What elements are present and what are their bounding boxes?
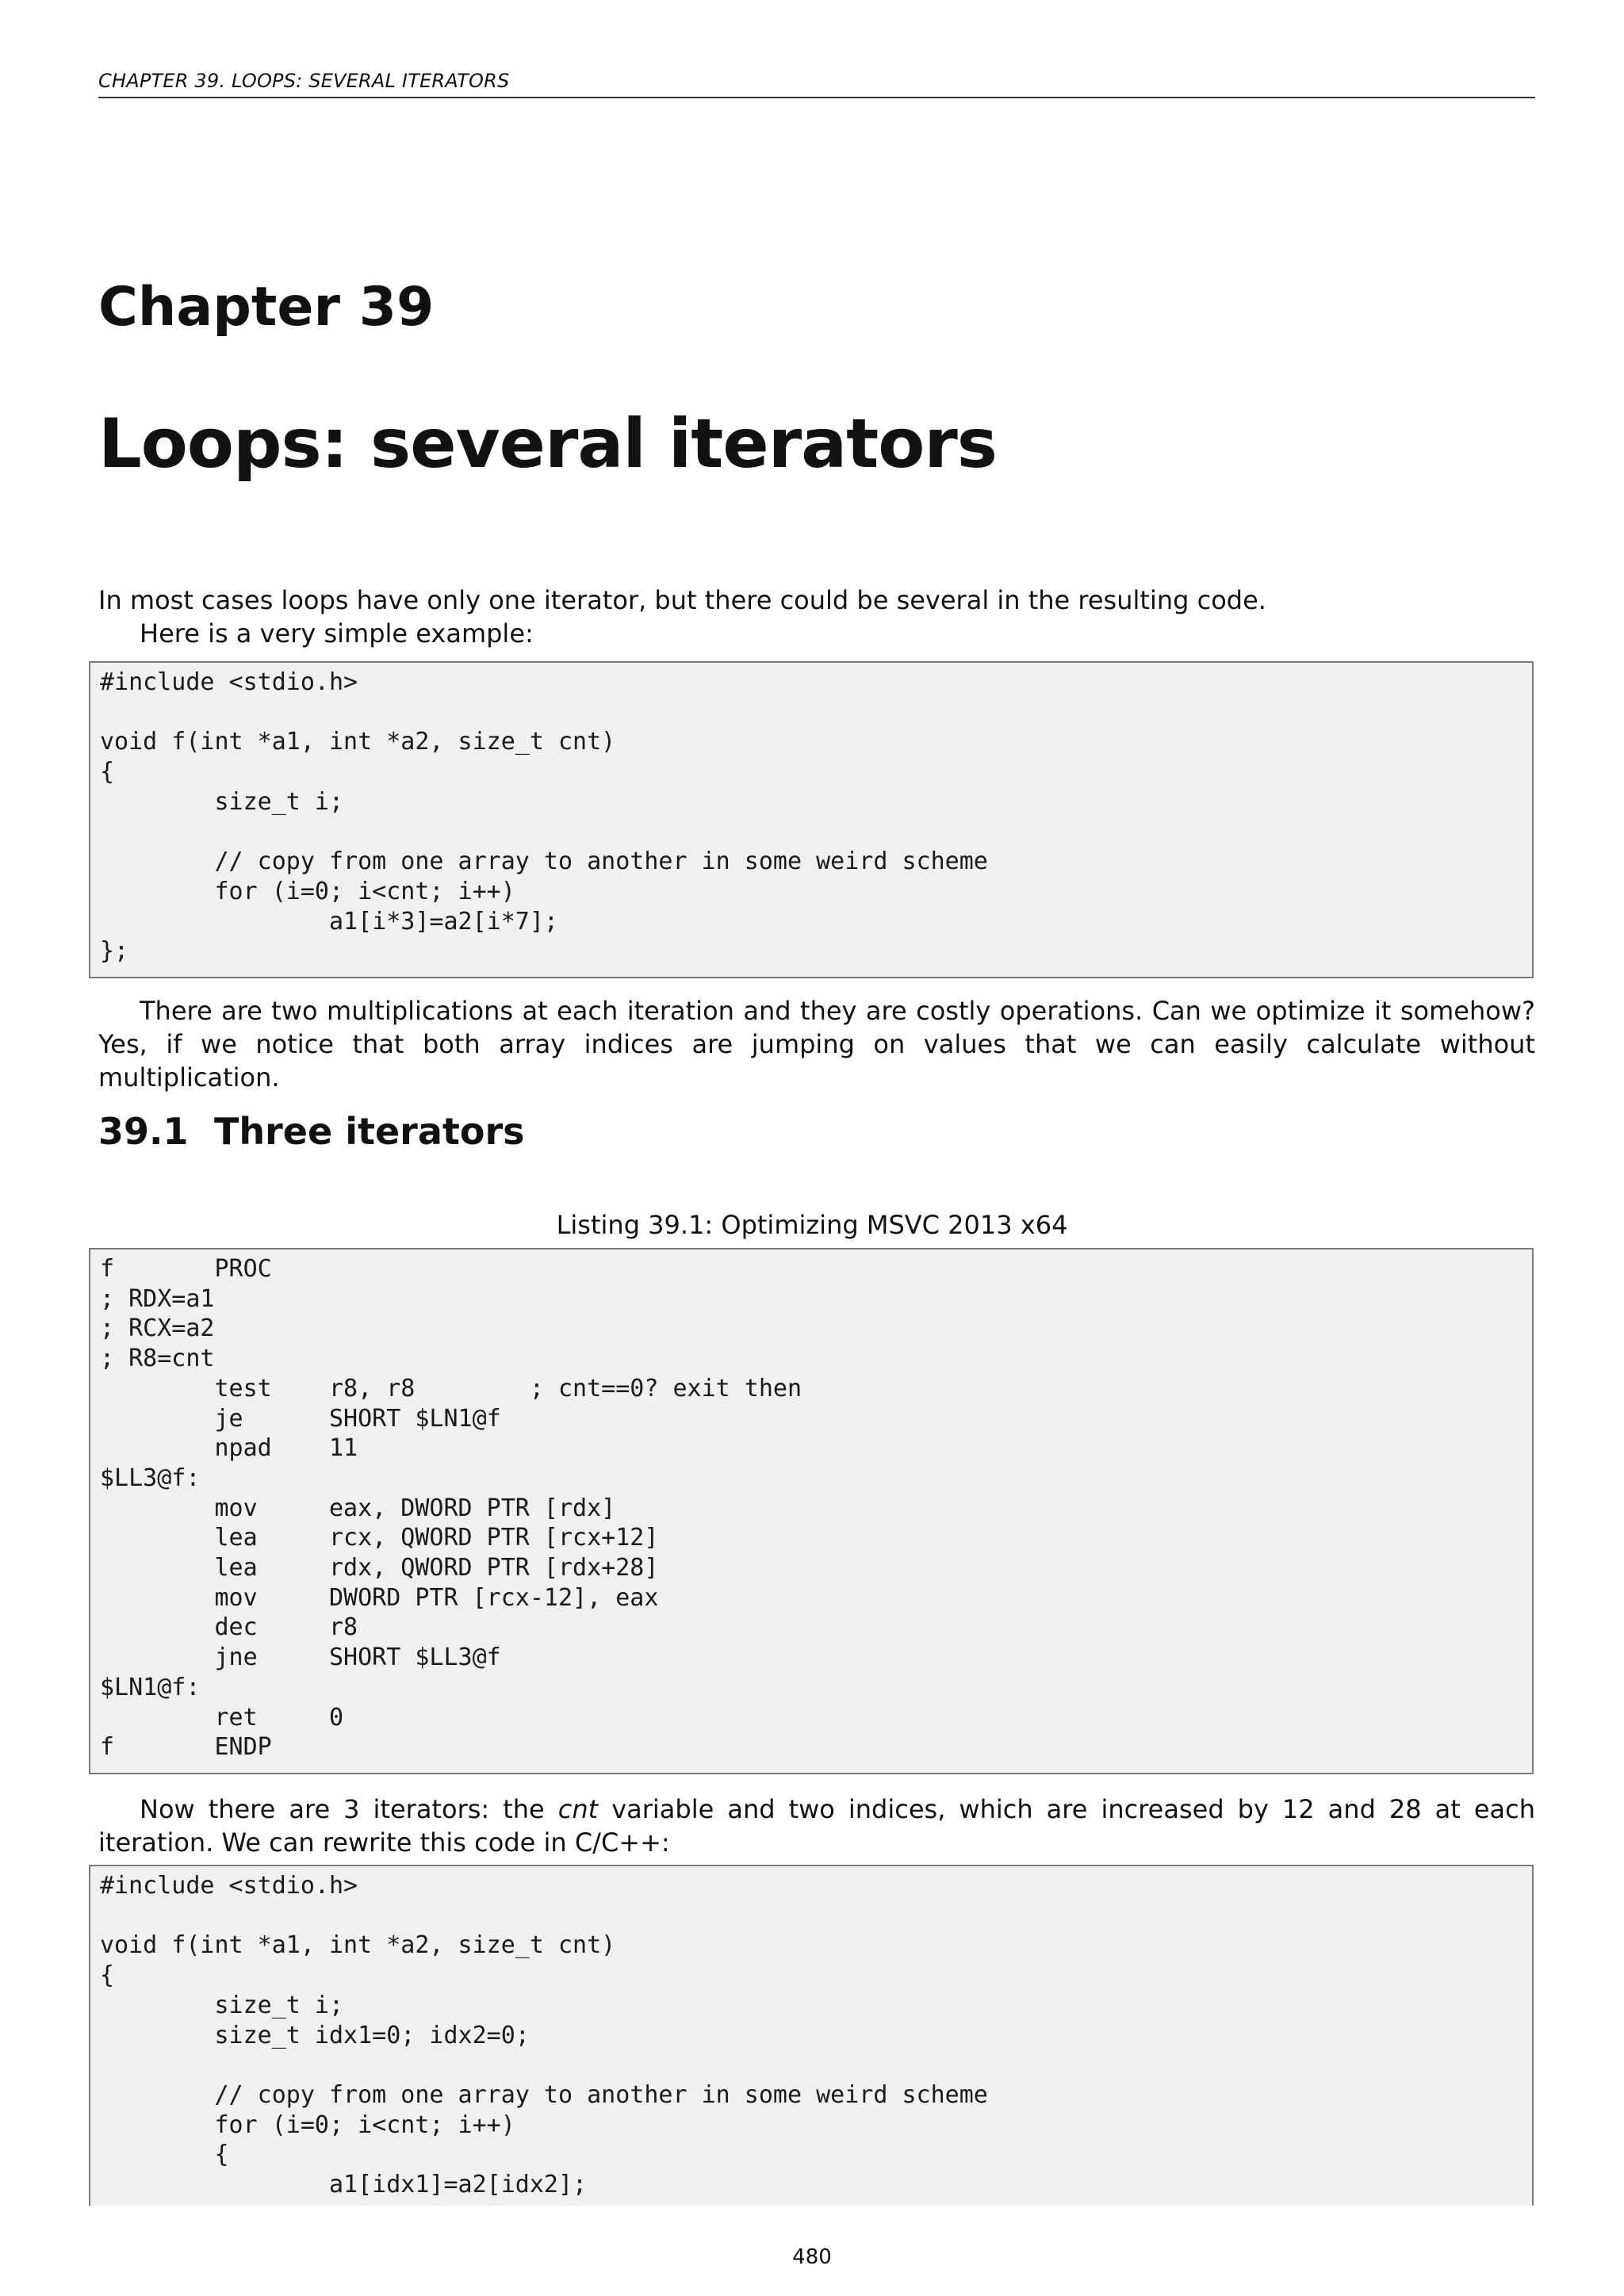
iterators-paragraph	[98, 1793, 1535, 1859]
chapter-title: Loops: several iterators	[98, 404, 997, 484]
code-text: #include <stdio.h> void f(int *a1, int *a2, size_t cnt) { size_t i; size_t idx1=0; idx2=0; // copy from one array to another in some weird scheme for (i=0; i<cnt; i++) { a1[idx1]=a2[idx2];	[100, 1872, 988, 2199]
section-number: 39.1	[98, 1110, 189, 1153]
text-run: Now there are 3 iterators: the	[140, 1794, 558, 1824]
chapter-label: Chapter 39	[98, 276, 435, 339]
code-text: f PROC ; RDX=a1 ; RCX=a2 ; R8=cnt test r8, r8 ; cnt==0? exit then je SHORT $LN1@f npad 11 $LL3@f: mov eax, DWORD PTR [rdx] lea rcx, QWORD PTR [rcx+12] lea rdx, QWORD PTR [rdx+28] mov DWORD PTR [rcx-12], eax dec r8 jne SHORT $LL3@f $LN1@f: ret 0 f ENDP	[100, 1255, 802, 1762]
text-run: variable and two indices, which are increased by 12 and 28 at each iteration. We can rewrite this code in C/C++:	[98, 1794, 1536, 1858]
optimization-paragraph: There are two multiplications at each iteration and they are costly operations. Can we optimize it somehow? Yes, if we notice that both array indices are jumping on values that we can easily calculate without multiplication.	[98, 996, 1535, 1093]
code-listing-c-rewritten	[89, 1865, 1534, 2206]
page-number: 480	[792, 2245, 832, 2269]
running-header: CHAPTER 39. LOOPS: SEVERAL ITERATORS	[98, 70, 1535, 98]
section-title: Three iterators	[214, 1110, 525, 1153]
intro-paragraph: In most cases loops have only one iterator, but there could be several in the resulting code.	[98, 585, 1266, 615]
code-text: #include <stdio.h> void f(int *a1, int *a2, size_t cnt) { size_t i; // copy from one array to another in some weird scheme for (i=0; i<cnt; i++) a1[i*3]=a2[i*7]; };	[100, 668, 988, 966]
variable-name: cnt	[557, 1794, 599, 1824]
listing-caption: Listing 39.1: Optimizing MSVC 2013 x64	[556, 1210, 1068, 1240]
code-listing-assembly	[89, 1248, 1534, 1774]
code-listing-c-original	[89, 661, 1534, 978]
section-heading	[98, 1110, 525, 1153]
intro-example-line: Here is a very simple example:	[140, 618, 534, 649]
